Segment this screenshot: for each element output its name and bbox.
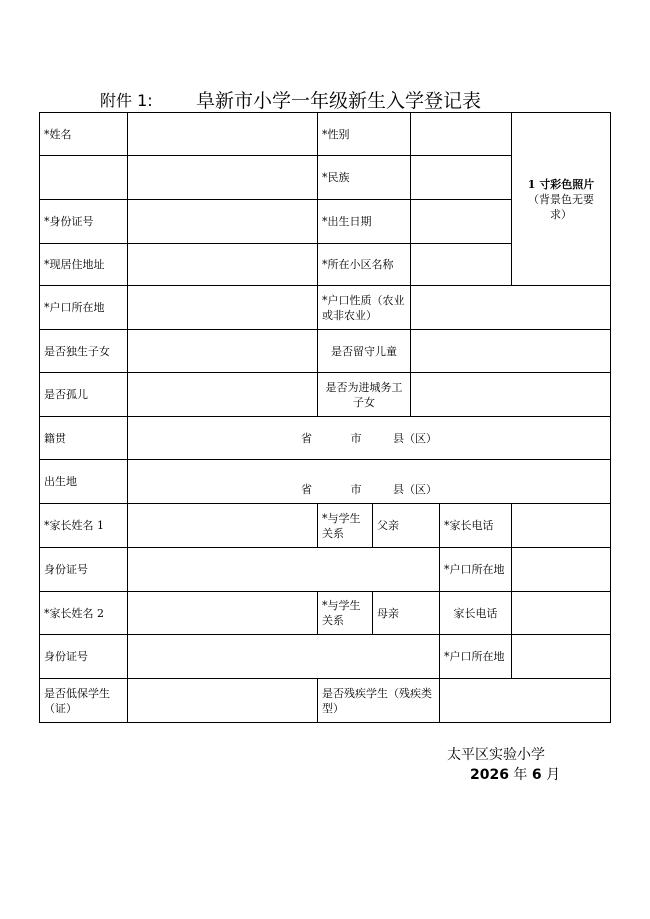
photo-note-line1: 1 寸彩色照片: [527, 177, 595, 191]
left-behind-field[interactable]: [411, 330, 611, 373]
native-county: 县（区）: [393, 431, 437, 445]
hukou-label: *户口所在地: [40, 286, 128, 330]
parent1-field[interactable]: [128, 504, 318, 548]
hukou-type-label: *户口性质（农业或非农业）: [318, 286, 411, 330]
native-province: 省: [301, 431, 312, 445]
birthplace-field[interactable]: [128, 460, 611, 504]
blank-label-cell: [40, 156, 128, 200]
birthdate-label: *出生日期: [318, 200, 411, 244]
parent2-field[interactable]: [128, 592, 318, 635]
left-behind-label: 是否留守儿童: [318, 330, 411, 373]
orphan-label: 是否孤儿: [40, 373, 128, 417]
parent1-relation-value: 父亲: [373, 504, 440, 548]
page-title: 阜新市小学一年级新生入学登记表: [196, 90, 482, 112]
parent2-hukou-field[interactable]: [512, 635, 611, 679]
birthdate-field[interactable]: [411, 200, 512, 244]
parent1-relation-label: *与学生关系: [318, 504, 373, 548]
name-field[interactable]: [128, 113, 318, 156]
parent2-label: *家长姓名 2: [40, 592, 128, 635]
id-label: *身份证号: [40, 200, 128, 244]
disabled-label: 是否残疾学生（残疾类型）: [318, 679, 440, 723]
name-label: *姓名: [40, 113, 128, 156]
birthplace-label: 出生地: [40, 460, 128, 504]
footer-school: 太平区实验小学: [447, 747, 545, 763]
native-city: 市: [350, 431, 362, 445]
address-field[interactable]: [128, 244, 318, 286]
ethnicity-field[interactable]: [411, 156, 512, 200]
parent2-relation-value: 母亲: [373, 592, 440, 635]
parent1-hukou-label: *户口所在地: [440, 548, 512, 592]
footer-date: [470, 764, 560, 784]
birthplace-county: 县（区）: [393, 483, 437, 496]
photo-box[interactable]: [512, 113, 611, 286]
low-income-field[interactable]: [128, 679, 318, 723]
migrant-field[interactable]: [411, 373, 611, 417]
hukou-field[interactable]: [128, 286, 318, 330]
only-child-label: 是否独生子女: [40, 330, 128, 373]
community-label: *所在小区名称: [318, 244, 411, 286]
parent2-id-field[interactable]: [128, 635, 440, 679]
parent2-phone-field[interactable]: [512, 592, 611, 635]
parent1-label: *家长姓名 1: [40, 504, 128, 548]
parent1-hukou-field[interactable]: [512, 548, 611, 592]
parent2-phone-label: 家长电话: [440, 592, 512, 635]
migrant-label: 是否为进城务工子女: [318, 373, 411, 417]
low-income-label: 是否低保学生（证）: [40, 679, 128, 723]
photo-note-line2: （背景色无要: [528, 192, 594, 206]
id-field[interactable]: [128, 200, 318, 244]
native-label: 籍贯: [40, 417, 128, 460]
footer-month-suffix: 月: [546, 767, 561, 783]
footer-year: 2026: [470, 767, 509, 783]
parent1-phone-label: *家长电话: [440, 504, 512, 548]
disabled-field[interactable]: [440, 679, 611, 723]
attachment-label: 附件 1:: [100, 91, 153, 110]
parent1-phone-field[interactable]: [512, 504, 611, 548]
birthplace-city: 市: [350, 483, 362, 496]
community-field[interactable]: [411, 244, 512, 286]
only-child-field[interactable]: [128, 330, 318, 373]
native-field[interactable]: [128, 417, 611, 460]
title-row: [0, 86, 650, 110]
parent2-id-label: 身份证号: [40, 635, 128, 679]
photo-note-line3: 求）: [550, 207, 572, 221]
parent1-id-label: 身份证号: [40, 548, 128, 592]
registration-form: [39, 112, 611, 723]
ethnicity-label: *民族: [318, 156, 411, 200]
birthplace-province: 省: [301, 483, 312, 496]
parent1-id-field[interactable]: [128, 548, 440, 592]
parent2-relation-label: *与学生关系: [318, 592, 373, 635]
hukou-type-field[interactable]: [411, 286, 611, 330]
gender-label: *性别: [318, 113, 411, 156]
orphan-field[interactable]: [128, 373, 318, 417]
parent2-hukou-label: *户口所在地: [440, 635, 512, 679]
footer-year-suffix: 年: [513, 767, 528, 783]
address-label: *现居住地址: [40, 244, 128, 286]
blank-field[interactable]: [128, 156, 318, 200]
footer-month: 6: [531, 767, 542, 783]
gender-field[interactable]: [411, 113, 512, 156]
